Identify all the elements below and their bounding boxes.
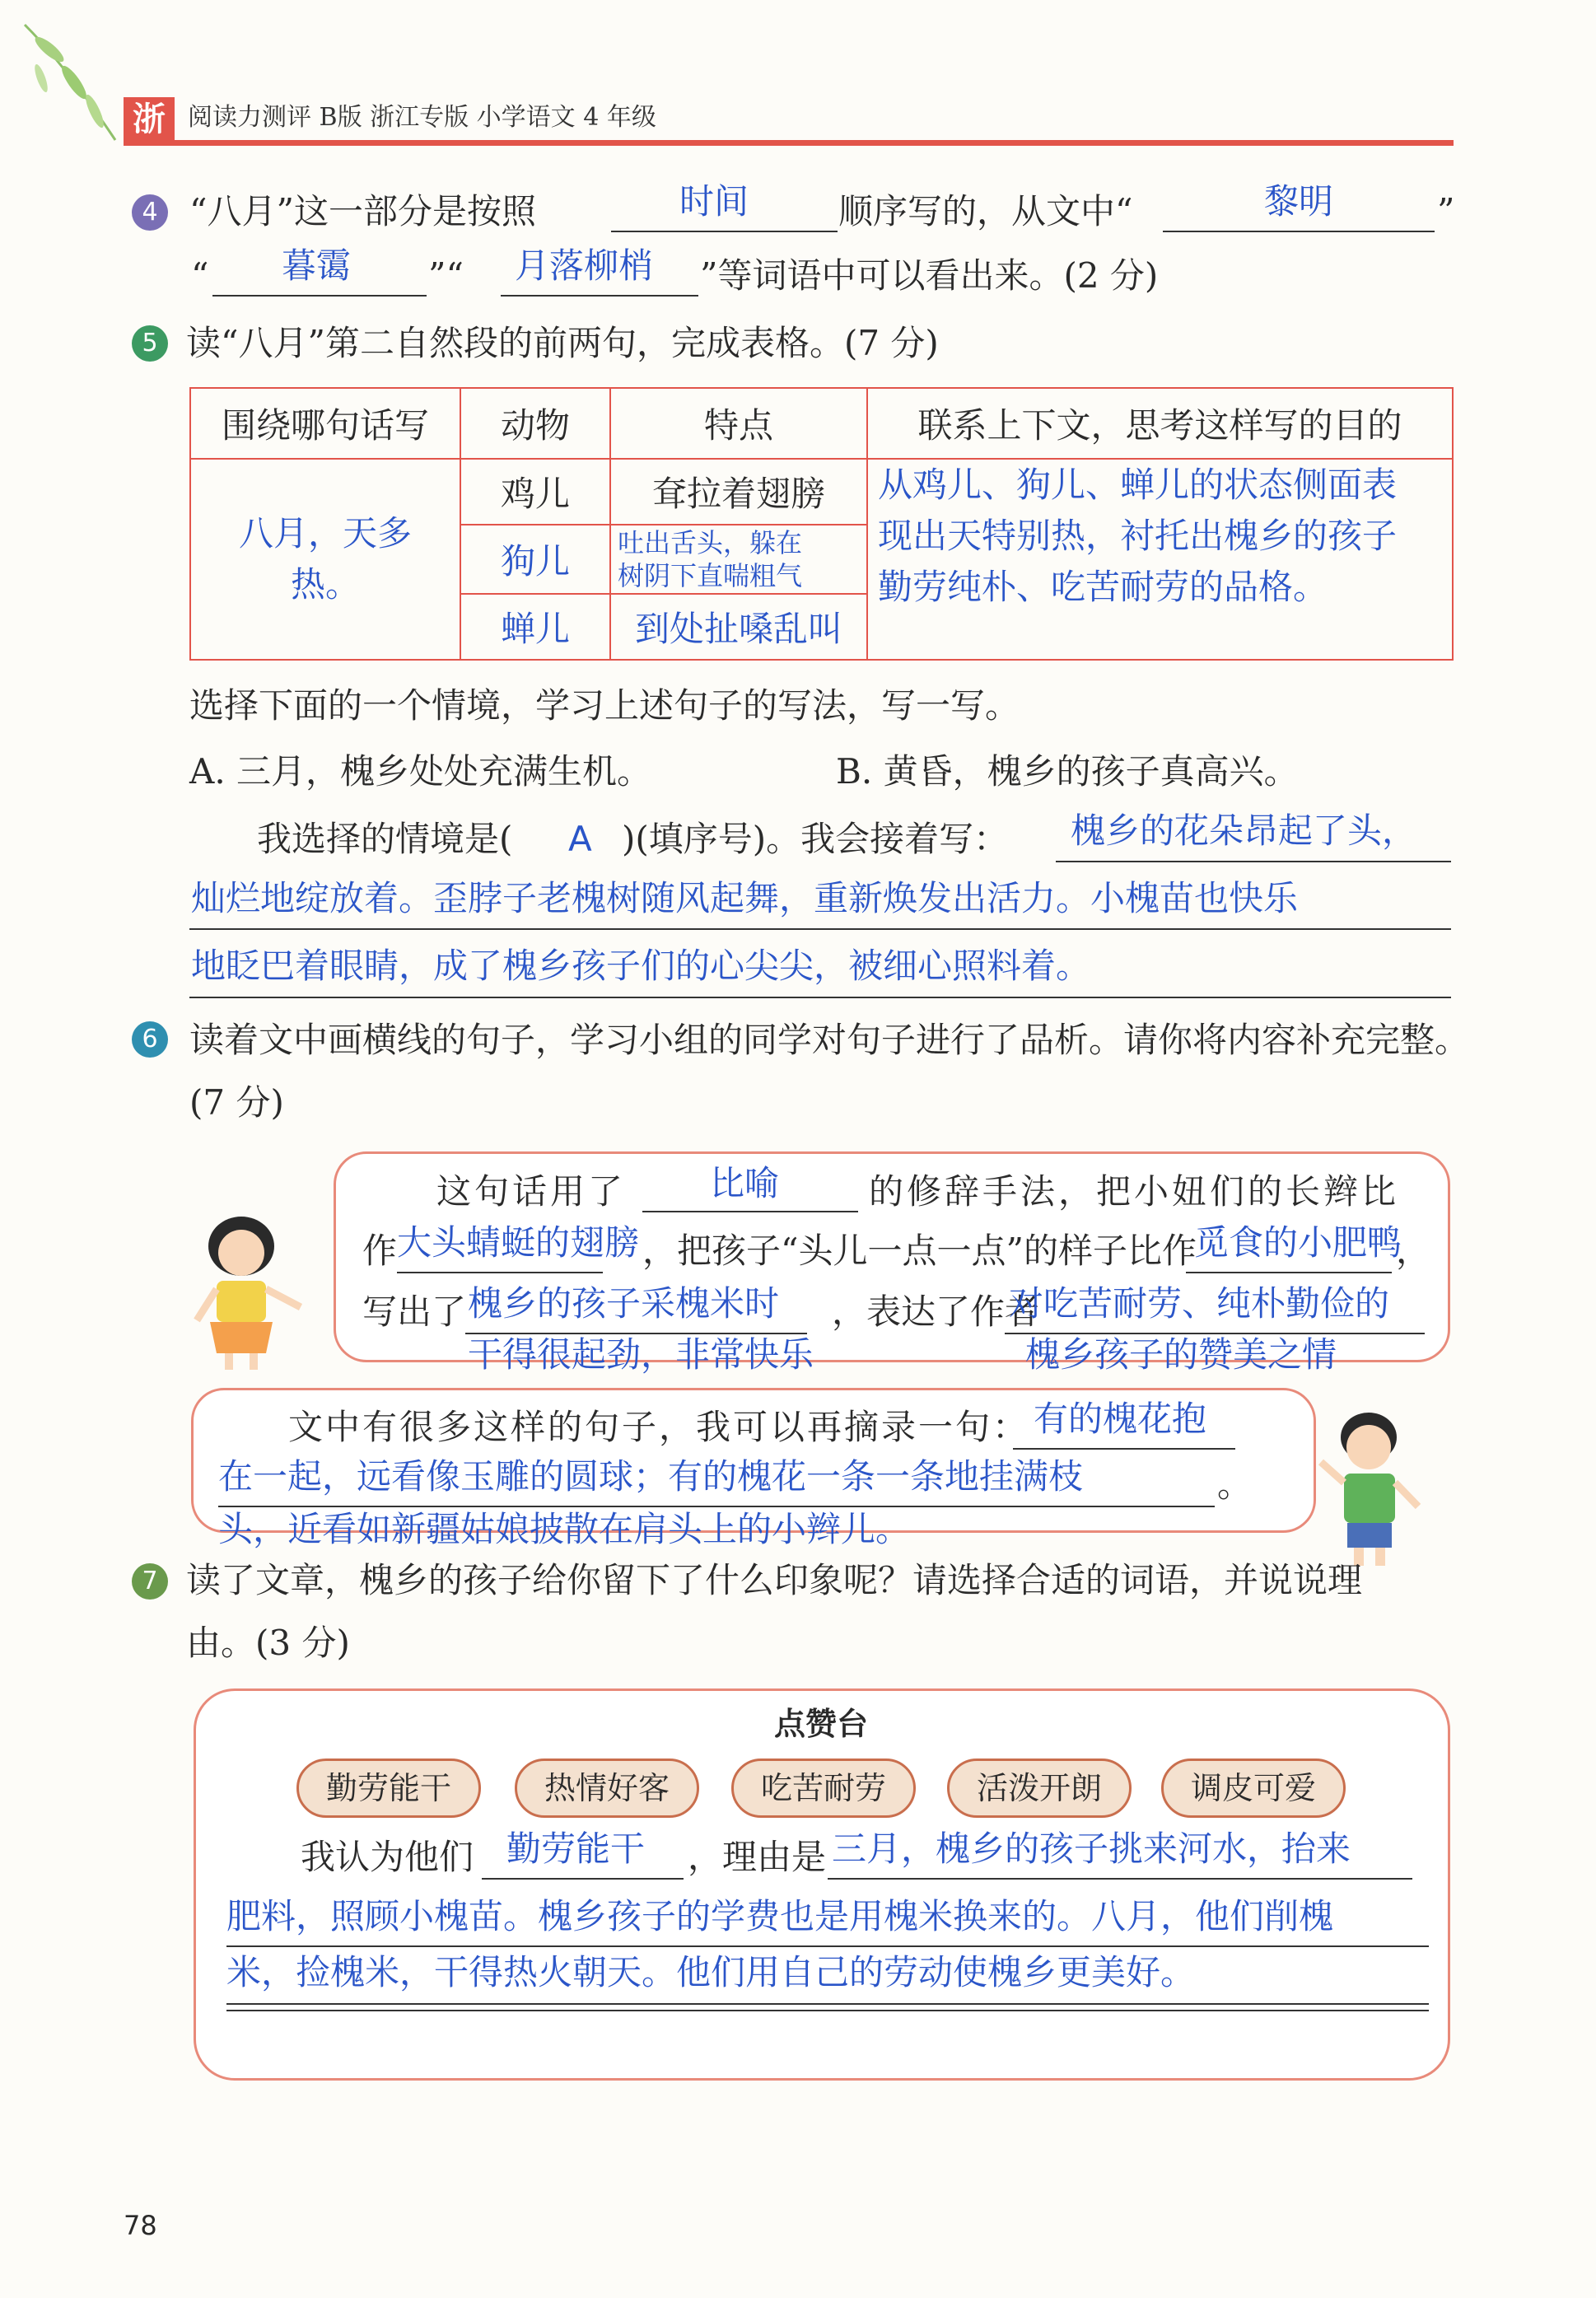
question-number-7: 7 — [132, 1563, 168, 1600]
table-topic-cell — [190, 459, 460, 660]
q7-text: 读了文章，槐乡的孩子给你留下了什么印象呢？请选择合适的词语，并说说理 — [186, 1560, 1363, 1600]
q4-answer-2: 暮霭 — [282, 245, 352, 286]
q5-choose-text: 选择下面的一个情境，学习上述句子的写法，写一写。 — [189, 685, 1020, 726]
q5-select-text-b: )(填序号)。我会接着写： — [622, 819, 1009, 859]
q6-score: (7 分) — [189, 1082, 284, 1123]
province-badge: 浙 — [124, 97, 175, 142]
bubble-text: 写出了 — [362, 1291, 467, 1332]
willow-leaves-decoration — [16, 16, 140, 156]
word-option[interactable]: 调皮可爱 — [1161, 1759, 1346, 1818]
word-option[interactable]: 活泼开朗 — [947, 1759, 1132, 1818]
bubble-answer: 对吃苦耐劳、纯朴勤俭的 — [1009, 1283, 1390, 1324]
q4-text-a: “八月”这一部分是按照 — [189, 191, 536, 231]
bubble-text: 这句话用了 — [436, 1171, 627, 1212]
bubble-text: 文中有很多这样的句子，我可以再摘录一句： — [288, 1407, 1030, 1447]
bubble-answer: 大头蜻蜓的翅膀 — [397, 1222, 640, 1263]
q5-select-answer: A — [568, 819, 592, 859]
q6-text: 读着文中画横线的句子，学习小组的同学对句子进行了品析。请你将内容补充完整。 — [189, 1020, 1470, 1060]
bubble-text: 的修辞手法，把小妞们的长辫比 — [869, 1171, 1400, 1212]
table-feature: 耷拉着翅膀 — [610, 459, 867, 525]
q4-answer-1: 黎明 — [1264, 181, 1334, 222]
bubble-text: ， — [1396, 1231, 1431, 1271]
q5-option-b: B. 黄昏，槐乡的孩子真高兴。 — [836, 751, 1299, 792]
q4-quote-close: ” — [1437, 191, 1455, 231]
q5-write-text: 地眨巴着眼睛，成了槐乡孩子们的心尖尖，被细心照料着。 — [191, 946, 1091, 986]
bubble-text: ，表达了作者 — [832, 1291, 1040, 1332]
table-animal: 狗儿 — [460, 525, 610, 594]
word-option[interactable]: 热情好客 — [515, 1759, 699, 1818]
q7-line-text: ，理由是 — [688, 1837, 827, 1877]
q7-line-text: 我认为他们 — [301, 1837, 474, 1877]
question-number-4: 4 — [132, 194, 168, 231]
table-animal: 蝉儿 — [460, 594, 610, 660]
table-purpose-line: 从鸡儿、狗儿、蝉儿的状态侧面表 — [878, 465, 1398, 505]
q7-blank — [226, 2010, 1429, 2011]
word-option[interactable]: 勤劳能干 — [296, 1759, 481, 1818]
question-number-5: 5 — [132, 325, 168, 362]
table-purpose-cell — [867, 459, 1453, 660]
table-header: 特点 — [610, 388, 867, 459]
bubble-text: 作 — [362, 1231, 398, 1271]
question-number-6: 6 — [132, 1021, 168, 1058]
word-option[interactable]: 吃苦耐劳 — [731, 1759, 916, 1818]
table-header: 联系上下文，思考这样写的目的 — [867, 388, 1453, 459]
q4-quote-open: “ — [191, 255, 209, 296]
bubble-text: 。 — [1217, 1464, 1253, 1505]
table-header: 围绕哪句话写 — [190, 388, 460, 459]
table-feature: 吐出舌头，躲在树阴下直喘粗气 — [618, 527, 803, 591]
q7-answer-word: 勤劳能干 — [506, 1829, 646, 1869]
page-number: 78 — [124, 2210, 157, 2241]
bubble-answer: 干得很起劲，非常快乐 — [468, 1334, 814, 1375]
q5-select-text-a: 我选择的情境是( — [257, 819, 513, 859]
table-animal: 鸡儿 — [460, 459, 610, 525]
q7-reason: 米，捡槐米，干得热火朝天。他们用自己的劳动使槐乡更美好。 — [226, 1952, 1196, 1992]
book-title: 阅读力测评 B版 浙江专版 小学语文 4 年级 — [188, 103, 656, 132]
boy-illustration — [1309, 1404, 1433, 1569]
bubble-answer: 有的槐花抱 — [1034, 1399, 1207, 1439]
q5-option-a: A. 三月，槐乡处处充满生机。 — [189, 751, 652, 792]
bubble-answer: 槐乡的孩子采槐米时 — [468, 1283, 780, 1324]
table-feature: 到处扯嗓乱叫 — [610, 594, 867, 660]
praise-board — [194, 1688, 1450, 2081]
q7-reason: 三月，槐乡的孩子挑来河水，抬来 — [832, 1829, 1351, 1869]
q5-write-text: 灿烂地绽放着。歪脖子老槐树随风起舞，重新焕发出活力。小槐苗也快乐 — [191, 878, 1299, 918]
bubble-answer: 觅食的小肥鸭 — [1194, 1222, 1402, 1263]
q4-text-b: 顺序写的，从文中“ — [838, 191, 1133, 231]
bubble-answer: 比喻 — [710, 1163, 780, 1203]
table-topic: 八月，天多热。 — [238, 513, 412, 605]
q5-write-text: 槐乡的花朵昂起了头， — [1071, 810, 1417, 851]
header-rule — [124, 140, 1454, 146]
table-header: 动物 — [460, 388, 610, 459]
q4-answer-3: 月落柳梢 — [515, 245, 654, 286]
q4-text-c: ”等词语中可以看出来。(2 分) — [700, 255, 1159, 296]
q5-text: 读“八月”第二自然段的前两句，完成表格。(7 分) — [186, 323, 939, 363]
girl-illustration — [185, 1207, 317, 1371]
bubble-answer: 头，近看如新疆姑娘披散在肩头上的小辫儿。 — [218, 1509, 911, 1549]
bubble-text: ，把孩子“头儿一点一点”的样子比作 — [642, 1231, 1197, 1271]
q7-reason: 肥料，照顾小槐苗。槐乡孩子的学费也是用槐米换来的。八月，他们削槐 — [226, 1896, 1334, 1936]
q4-answer-order: 时间 — [679, 181, 749, 222]
q7-text-2: 由。(3 分) — [186, 1623, 350, 1663]
bubble-answer: 槐乡孩子的赞美之情 — [1025, 1334, 1337, 1375]
table-purpose-line: 现出天特别热，衬托出槐乡的孩子 — [878, 516, 1398, 556]
praise-board-title: 点赞台 — [774, 1706, 869, 1742]
bubble-answer: 在一起，远看像玉雕的圆球；有的槐花一条一条地挂满枝 — [218, 1456, 1084, 1497]
table-feature-cell — [610, 525, 867, 594]
q4-mid-quotes: ”“ — [428, 255, 464, 296]
analysis-table — [189, 387, 1454, 661]
table-purpose-line: 勤劳纯朴、吃苦耐劳的品格。 — [878, 567, 1328, 607]
